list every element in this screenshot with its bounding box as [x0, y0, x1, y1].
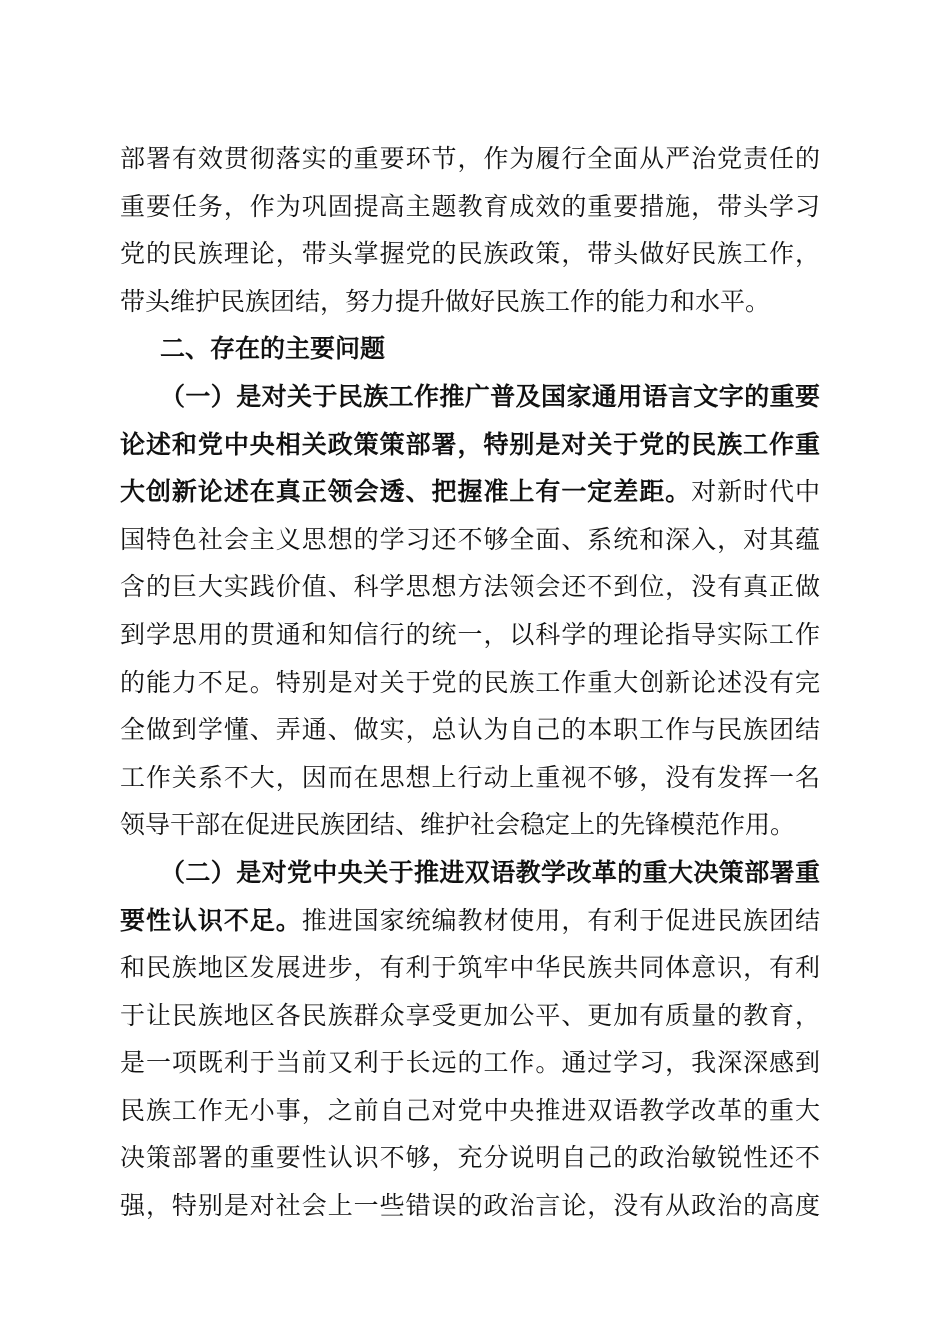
section-heading: 二、存在的主要问题: [160, 334, 386, 364]
intro-line-4: 带头维护民族团结，努力提升做好民族工作的能力和水平。: [120, 286, 771, 316]
problem-2-line-2: 于让民族地区各民族群众享受更加公平、更加有质量的教育，: [120, 1000, 820, 1030]
problem-2-line-5: 决策部署的重要性认识不够，充分说明自己的政治敏锐性还不: [120, 1143, 820, 1173]
intro-line-2: 重要任务，作为巩固提高主题教育成效的重要措施，带头学习: [120, 191, 820, 221]
intro-line-3: 党的民族理论，带头掌握党的民族政策，带头做好民族工作，: [120, 239, 820, 269]
problem-1-lead-line-1: （一）是对关于民族工作推广普及国家通用语言文字的重要: [160, 381, 820, 411]
problem-2-line-4: 民族工作无小事，之前自己对党中央推进双语教学改革的重大: [120, 1095, 820, 1125]
problem-1-mixed-line: [120, 468, 820, 516]
problem-2-lead-line-1: （二）是对党中央关于推进双语教学改革的重大决策部署重: [160, 857, 820, 887]
document-body: [120, 135, 820, 1230]
problem-1-line-7: 领导干部在促进民族团结、维护社会稳定上的先锋模范作用。: [120, 810, 796, 840]
problem-1-lead-line-2: 论述和党中央相关政策策部署，特别是对关于党的民族工作重: [120, 429, 820, 459]
problem-2-line-3: 是一项既利于当前又利于长远的工作。通过学习，我深深感到: [120, 1048, 820, 1078]
intro-line-1: 部署有效贯彻落实的重要环节，作为履行全面从严治党责任的: [120, 144, 820, 173]
problem-2-line-6: 强，特别是对社会上一些错误的政治言论，没有从政治的高度: [120, 1191, 820, 1221]
problem-2-mixed-line: [120, 897, 820, 945]
problem-1-line-2: 含的巨大实践价值、科学思想方法领会还不到位，没有真正做: [120, 572, 820, 602]
problem-1-line-4: 的能力不足。特别是对关于党的民族工作重大创新论述没有完: [120, 667, 820, 697]
problem-2-lead-line-2: 要性认识不足。: [120, 905, 302, 935]
problem-1-line-5: 全做到学懂、弄通、做实，总认为自己的本职工作与民族团结: [120, 715, 820, 745]
problem-1-line-3: 到学思用的贯通和知信行的统一，以科学的理论指导实际工作: [120, 619, 820, 649]
problem-2-body-first-tail: 推进国家统编教材使用，有利于促进民族团结: [301, 905, 820, 935]
problem-1-line-1: 国特色社会主义思想的学习还不够全面、系统和深入，对其蕴: [120, 524, 820, 554]
problem-2-line-1: 和民族地区发展进步，有利于筑牢中华民族共同体意识，有利: [120, 953, 820, 983]
problem-1-lead-line-3: 大创新论述在真正领会透、把握准上有一定差距。: [120, 477, 692, 507]
problem-1-body-first-tail: 对新时代中: [691, 477, 820, 507]
problem-1-line-6: 工作关系不大，因而在思想上行动上重视不够，没有发挥一名: [120, 762, 820, 792]
